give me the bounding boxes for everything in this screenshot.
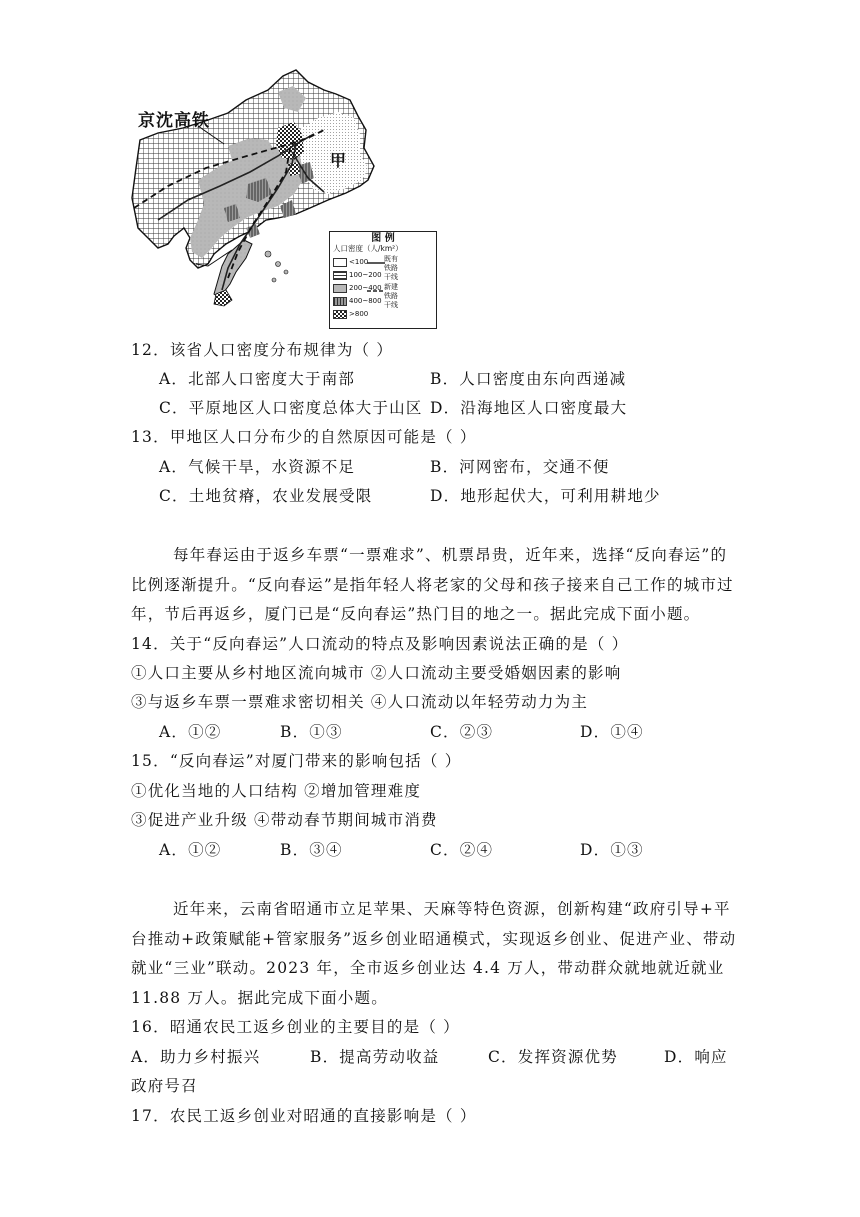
q13-option-d: D．地形起伏大，可利用耕地少 <box>430 487 661 505</box>
q13-stem: 13．甲地区人口分布少的自然原因可能是（ ） <box>131 428 477 446</box>
q13-option-b: B．河网密布，交通不便 <box>430 458 610 476</box>
legend-item: <100 <box>333 257 368 267</box>
existing-railway-swatch-icon <box>366 260 386 266</box>
q16-stem: 16．昭通农民工返乡创业的主要目的是（ ） <box>131 1018 460 1036</box>
population-density-map <box>128 68 438 330</box>
passage2-line: 台推动+政策赋能+管家服务”返乡创业昭通模式，实现返乡创业、促进产业、带动 <box>131 930 737 948</box>
legend-item: >800 <box>333 309 368 319</box>
passage2-line: 11.88 万人。据此完成下面小题。 <box>131 989 388 1007</box>
passage1-line: 比例逐渐提升。“反向春运”是指年轻人将老家的父母和孩子接来自己工作的城市过 <box>131 576 734 594</box>
legend-item: 200~400 <box>333 283 382 293</box>
q15-statements-1: ①优化当地的人口结构 ②增加管理难度 <box>131 782 422 800</box>
q16-option-b: B．提高劳动收益 <box>310 1048 440 1066</box>
q12-option-a: A．北部人口密度大于南部 <box>159 370 356 388</box>
q16-option-d: D．响应 <box>664 1048 728 1066</box>
legend-item: 100~200 <box>333 270 382 280</box>
q12-option-b: B．人口密度由东向西递减 <box>430 370 627 388</box>
q14-statements-2: ③与返乡车票一票难求密切相关 ④人口流动以年轻劳动力为主 <box>131 693 589 711</box>
q16-option-c: C．发挥资源优势 <box>488 1048 618 1066</box>
swatch-icon <box>333 297 347 306</box>
q13-option-a: A．气候干旱，水资源不足 <box>159 458 356 476</box>
q14-option-c: C．②③ <box>430 723 494 741</box>
q15-stem: 15．“反向春运”对厦门带来的影响包括（ ） <box>131 752 462 770</box>
legend-item: 400~800 <box>333 296 382 306</box>
swatch-icon <box>333 271 347 280</box>
legend-new-rail: 新建铁路干线 <box>384 283 398 309</box>
q15-statements-2: ③促进产业升级 ④带动春节期间城市消费 <box>131 811 438 829</box>
passage1-line: 每年春运由于返乡车票“一票难求”、机票昂贵，近年来，选择“反向春运”的 <box>173 546 728 564</box>
q14-option-d: D．①④ <box>580 723 644 741</box>
q16-option-a: A．助力乡村振兴 <box>131 1048 261 1066</box>
passage2-line: 近年来，云南省昭通市立足苹果、天麻等特色资源，创新构建“政府引导+平 <box>173 900 731 918</box>
legend-title: 图 例 <box>371 233 395 244</box>
passage2-line: 就业“三业”联动。2023 年，全市返乡创业达 4.4 万人，带动群众就地就近就业 <box>131 959 725 977</box>
legend-existing-rail: 既有铁路干线 <box>384 255 398 281</box>
q14-option-a: A．①② <box>159 723 222 741</box>
q15-option-a: A．①② <box>159 841 222 859</box>
q16-option-d-continued: 政府号召 <box>131 1077 198 1095</box>
passage1-line: 年，节后再返乡，厦门已是“反向春运”热门目的地之一。据此完成下面小题。 <box>131 605 701 623</box>
swatch-icon <box>333 310 347 319</box>
legend-subtitle: 人口密度（人/km²） <box>333 244 403 253</box>
swatch-icon <box>333 258 347 267</box>
q12-stem: 12．该省人口密度分布规律为（ ） <box>131 341 394 359</box>
q15-option-d: D．①③ <box>580 841 644 859</box>
new-railway-swatch-icon <box>366 288 386 294</box>
map-title: 京沈高铁 <box>138 111 210 131</box>
map-legend <box>329 231 437 329</box>
q14-statements-1: ①人口主要从乡村地区流向城市 ②人口流动主要受婚姻因素的影响 <box>131 664 622 682</box>
swatch-icon <box>333 284 347 293</box>
q13-option-c: C．土地贫瘠，农业发展受限 <box>159 487 373 505</box>
q12-option-c: C．平原地区人口密度总体大于山区 <box>159 399 423 417</box>
q14-stem: 14．关于“反向春运”人口流动的特点及影响因素说法正确的是（ ） <box>131 635 629 653</box>
q12-option-d: D．沿海地区人口密度最大 <box>430 399 628 417</box>
q15-option-c: C．②④ <box>430 841 494 859</box>
q14-option-b: B．①③ <box>280 723 343 741</box>
region-jia-label: 甲 <box>330 151 347 170</box>
q17-stem: 17．农民工返乡创业对昭通的直接影响是（ ） <box>131 1107 477 1125</box>
q15-option-b: B．③④ <box>280 841 343 859</box>
